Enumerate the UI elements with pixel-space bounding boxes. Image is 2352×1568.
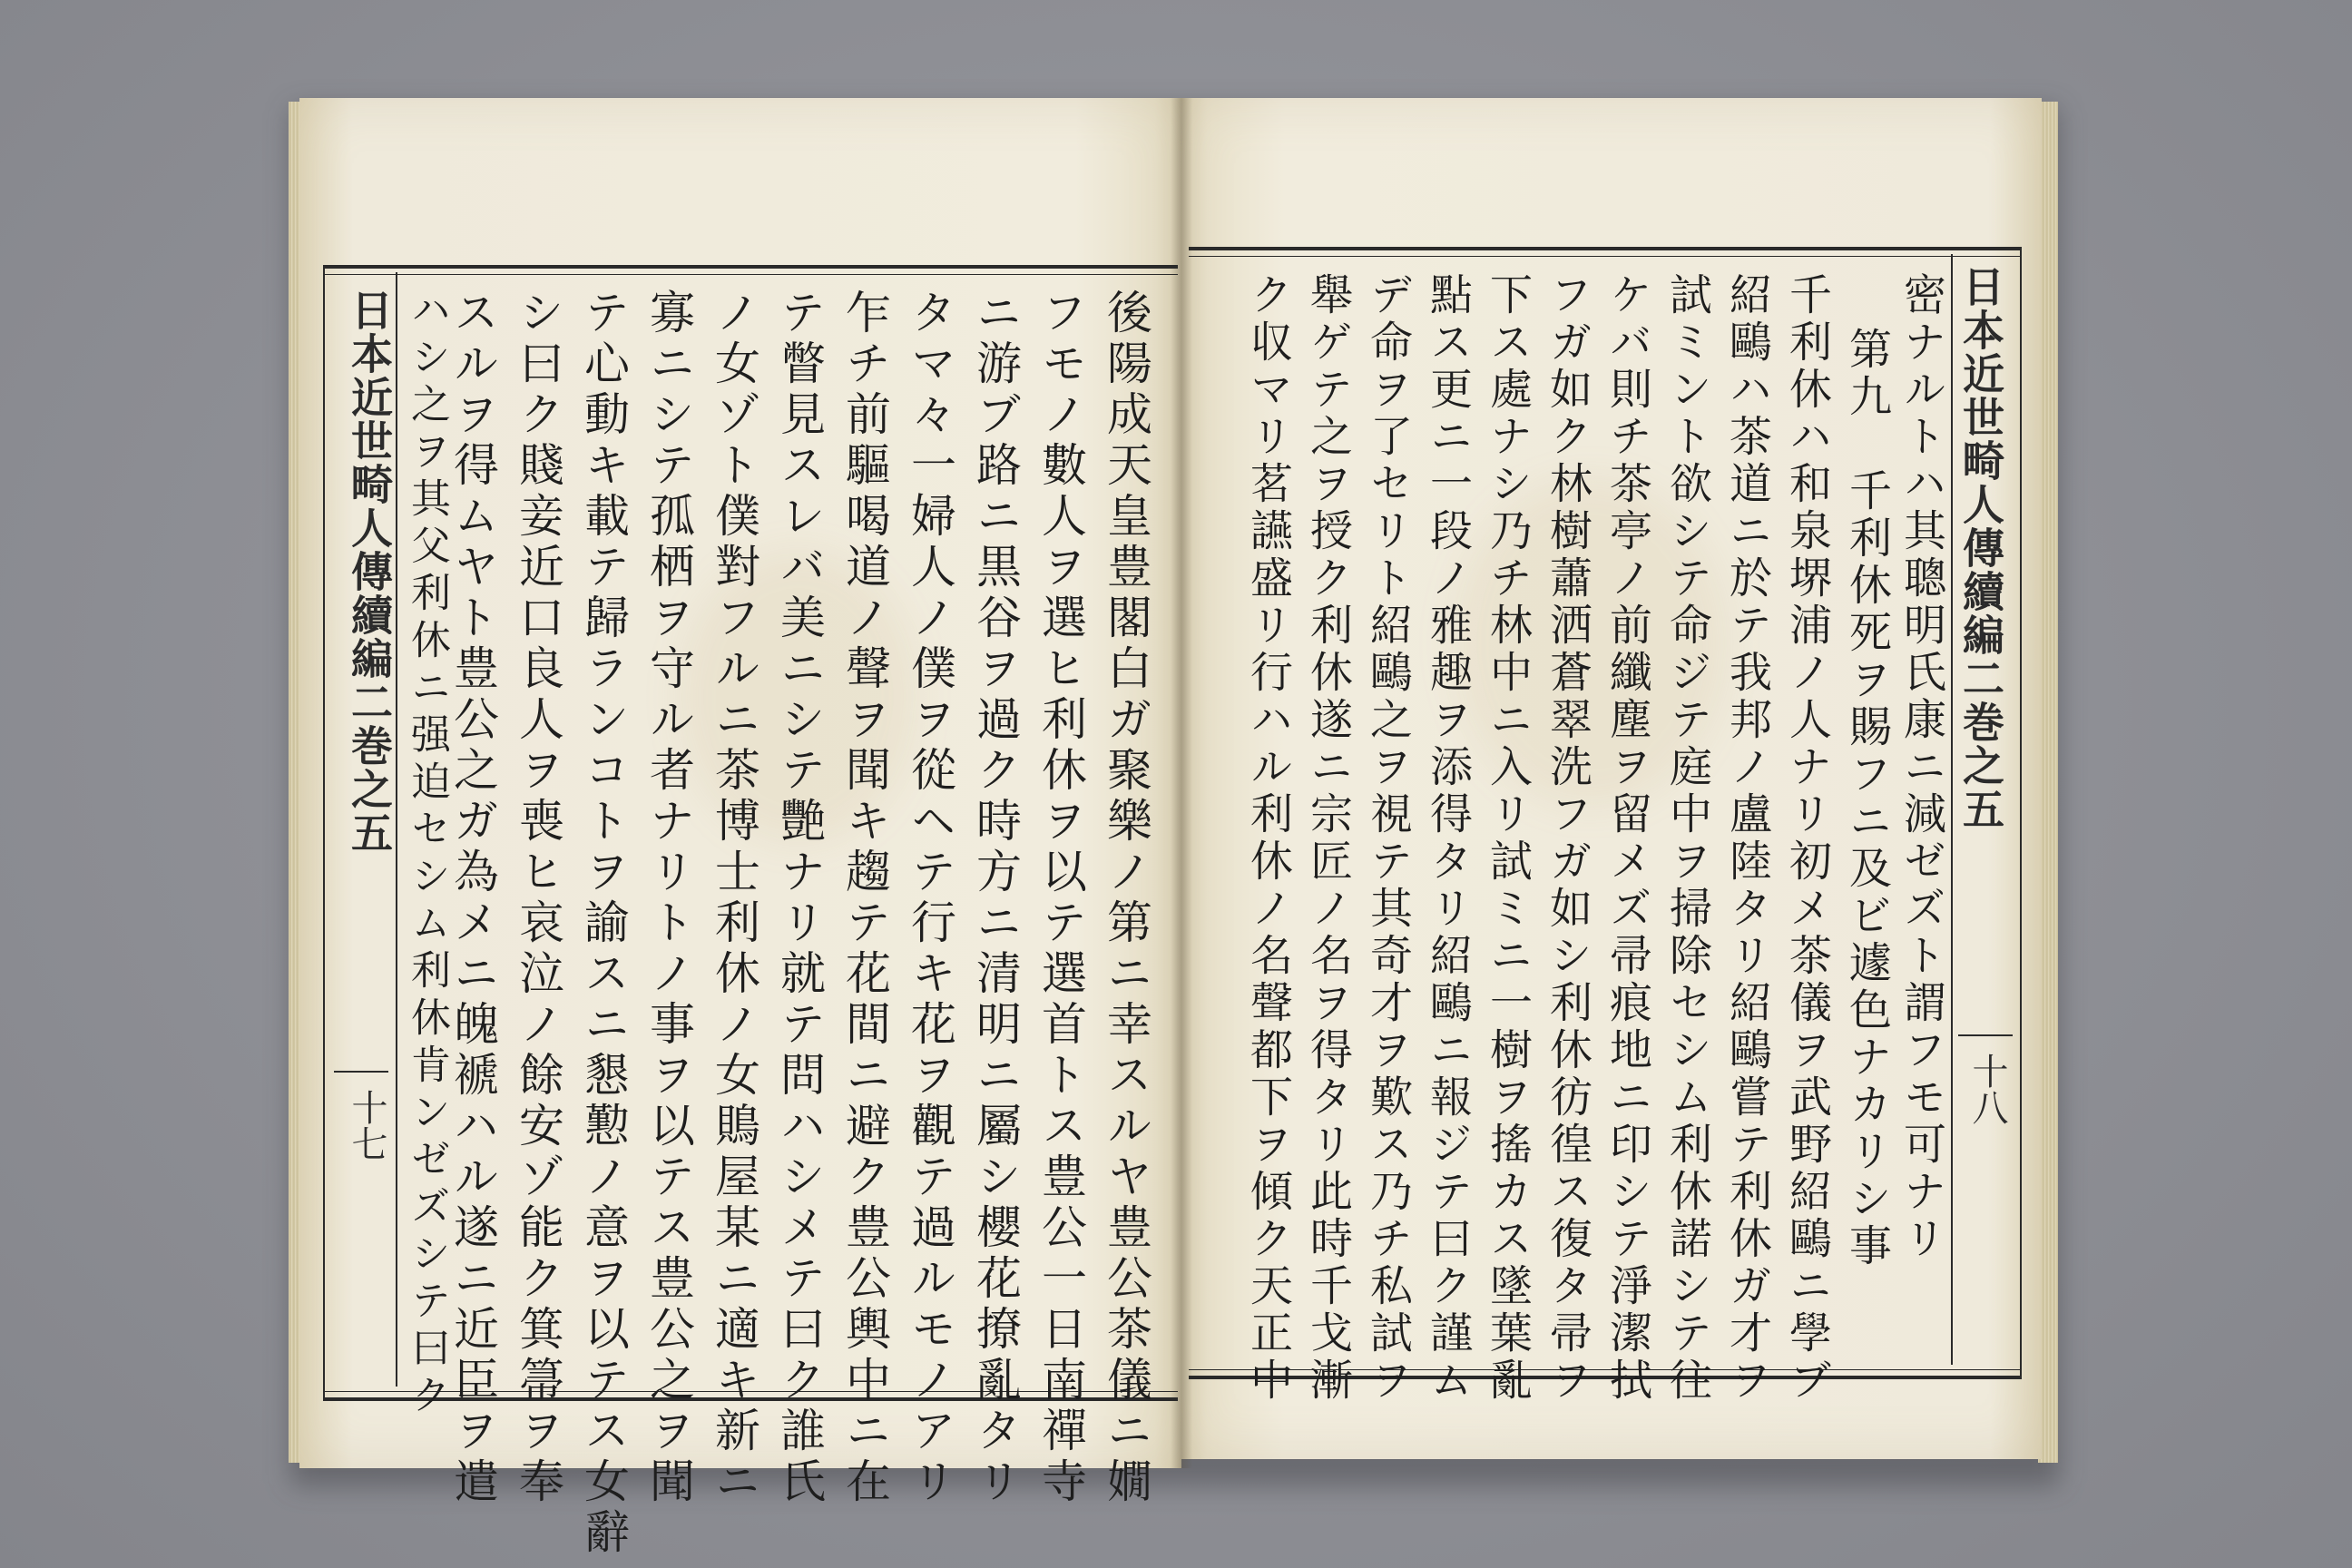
right-text-column-11: 舉ゲテ之ヲ授ク利休遂ニ宗匠ノ名ヲ得タリ此時千戈漸: [1303, 272, 1353, 1405]
left-running-title: 日本近世畸人傳續編二巻之五: [345, 289, 394, 855]
left-text-column-12: ハシ之ヲ其父利休ニ强迫セシム利休肯ンゼズシテ曰ク: [404, 289, 450, 1421]
right-folio-mark: [1958, 1034, 2013, 1036]
right-text-column-6: ケバ則チ茶亭ノ前纖塵ヲ留メズ帚痕地ニ印シテ淨潔拭: [1602, 272, 1652, 1405]
left-text-column-3: ニ游ブ路ニ黒谷ヲ過ク時方ニ清明ニ屬シ櫻花撩亂タリ: [969, 289, 1022, 1508]
left-text-column-4: タマ々一婦人ノ僕ヲ從ヘテ行キ花ヲ觀テ過ルモノアリ: [904, 289, 956, 1508]
left-text-column-2: フモノ數人ヲ選ヒ利休ヲ以テ選首トス豊公一日南禪寺: [1034, 289, 1087, 1508]
right-running-title: 日本近世畸人傳續編二巻之五: [1956, 265, 2005, 831]
right-folio: 十八: [1966, 1053, 2008, 1125]
left-text-column-6: テ瞥見スレバ美ニシテ艷ナリ就テ問ハシメテ曰ク誰氏: [773, 289, 826, 1508]
right-text-column-4: 紹鷗ハ茶道ニ於テ我邦ノ盧陸タリ紹鷗嘗テ利休ガ才ヲ: [1722, 272, 1772, 1405]
left-text-column-9: テ心動キ載テ歸ランコトヲ諭スニ懇懃ノ意ヲ以テス女辭: [577, 289, 630, 1559]
left-text-column-10: シ曰ク賤妾近口良人ヲ喪ヒ哀泣ノ餘安ゾ能ク箕箒ヲ奉: [512, 289, 564, 1508]
left-folio-mark: [334, 1071, 388, 1073]
left-text-column-11: スルヲ得ムヤト豊公之ガ為メニ魄褫ハル遂ニ近臣ヲ遣: [446, 289, 499, 1508]
right-text-column-12: ク収マリ茗讌盛リ行ハル利休ノ名聲都下ヲ傾ク天正中: [1243, 272, 1293, 1405]
left-text-column-1: 後陽成天皇豊閣白ガ聚樂ノ第ニ幸スルヤ豊公茶儀ニ嫺: [1100, 289, 1152, 1508]
left-hashira-rule: [396, 272, 397, 1387]
right-text-column-7: フガ如ク林樹蕭洒蒼翠洗フガ如シ利休彷徨ス復タ帚ヲ: [1543, 272, 1592, 1405]
right-chapter-heading: 第九 千利休死ヲ賜フニ及ビ遽色ナカリシ事: [1842, 327, 1892, 1270]
right-text-column-8: 下ス處ナシ乃チ林中ニ入リ試ミニ一樹ヲ搖カス墜葉亂: [1483, 272, 1533, 1405]
right-hashira-rule: [1951, 254, 1953, 1365]
left-text-column-7: ノ女ゾト僕對フルニ茶博士利休ノ女鵙屋某ニ適キ新ニ: [708, 289, 760, 1508]
left-folio: 十七: [346, 1089, 387, 1161]
right-text-column-5: 試ミント欲シテ命ジテ庭中ヲ掃除セシム利休諾シテ往: [1662, 272, 1712, 1405]
left-text-column-8: 寡ニシテ孤栖ヲ守ル者ナリトノ事ヲ以テス豊公之ヲ聞: [642, 289, 695, 1508]
right-text-column-1: 密ナルトハ其聰明氏康ニ減ゼズト謂フモ可ナリ: [1896, 272, 1946, 1263]
right-text-column-3: 千利休ハ和泉堺浦ノ人ナリ初メ茶儀ヲ武野紹鷗ニ學ブ: [1782, 272, 1832, 1405]
right-text-column-9: 點ス更ニ一段ノ雅趣ヲ添得タリ紹鷗ニ報ジテ曰ク謹ム: [1423, 272, 1473, 1405]
left-text-column-5: 乍チ前驅喝道ノ聲ヲ聞キ趨テ花間ニ避ク豊公輿中ニ在: [838, 289, 891, 1508]
right-text-column-10: デ命ヲ了セリト紹鷗之ヲ視テ其奇才ヲ歎ス乃チ私試ヲ: [1363, 272, 1413, 1405]
